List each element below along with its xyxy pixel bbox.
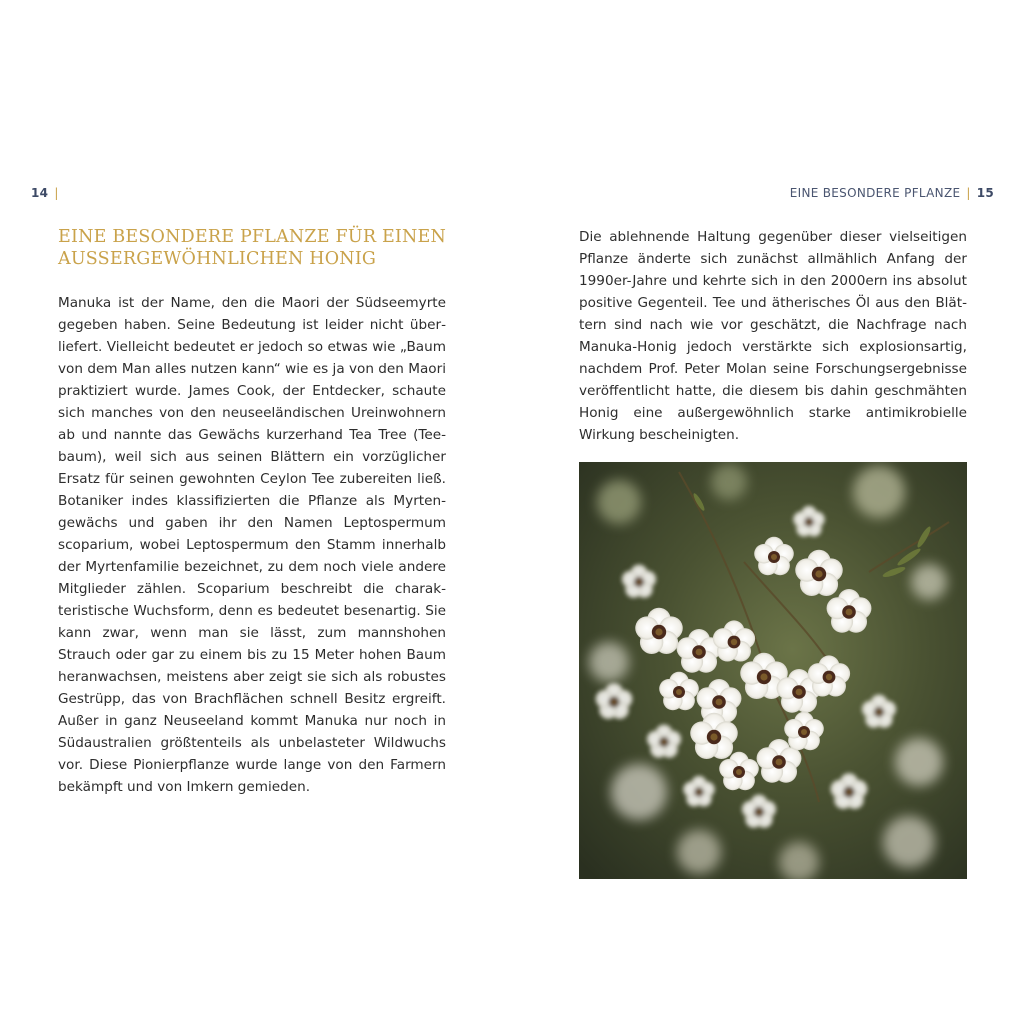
right-page-number: 15	[976, 186, 994, 200]
right-body-text: Die ablehnende Haltung gegenüber dieser vielseitigen Pflanze änderte sich zunächst allmählich Anfang der 1990er-Jahre und kehrte sich in den 2000ern ins absolut positive Gegenteil. Tee und ätherisches Öl aus den Blättern sind nach wie vor geschätzt, die Nachfrage nach Manuka-Honig jedoch verstärkte sich explosionsartig, nachdem Prof. Peter Molan seine Forschungsergebnisse veröffentlicht hatte, die diesem bis dahin geschmähten Honig eine außergewöhnlich starke antimikrobielle Wirkung bescheinigten.	[579, 229, 967, 443]
left-folio	[31, 186, 65, 200]
chapter-heading	[58, 226, 458, 270]
heading-line-2: AUSSERGEWÖHNLICHEN HONIG	[58, 249, 377, 269]
manuka-flower-photo	[579, 462, 967, 879]
folio-divider: |	[966, 186, 971, 200]
folio-divider: |	[54, 186, 59, 200]
right-folio	[790, 186, 994, 200]
left-page-number: 14	[31, 186, 49, 200]
heading-line-1: EINE BESONDERE PFLANZE FÜR EINEN	[58, 227, 447, 247]
running-head: EINE BESONDERE PFLANZE	[789, 186, 961, 200]
left-body-text: Manuka ist der Name, den die Maori der Südseemyrte gegeben haben. Seine Bedeutung ist leider nicht überliefert. Vielleicht bedeutet er jedoch so etwas wie „Baum von dem Man alles nutzen kann“ wie es ja von den Maori praktiziert wurde. James Cook, der Entdecker, schaute sich manches von den neuseeländischen Ureinwohnern ab und nannte das Gewächs kurzerhand Tea Tree (Teebaum), weil sich aus seinen Blättern ein vorzüglicher Ersatz für seinen gewohnten Ceylon Tee zubereiten ließ. Botaniker indes klassifizierten die Pflanze als Myrtengewächs und gaben ihr den Namen Leptospermum scoparium, wobei Leptospermum den Stamm innerhalb der Myrtenfamilie bezeichnet, zu dem noch viele andere Mitglieder zählen. Scoparium beschreibt die charakteristische Wuchsform, denn es bedeutet besenartig. Sie kann zwar, wenn man sie lässt, zum mannshohen Strauch oder gar zu einem bis zu 15 Meter hohen Baum heranwachsen, meistens aber zeigt sie sich als robustes Gestrüpp, das von Brachflächen schnell Besitz ergreift. Außer in ganz Neuseeland kommt Manuka nur noch in Südaustralien größtenteils als unbelasteter Wildwuchs vor. Diese Pionierpflanze wurde lange von den Farmern bekämpft und von Imkern gemieden.	[58, 295, 446, 795]
